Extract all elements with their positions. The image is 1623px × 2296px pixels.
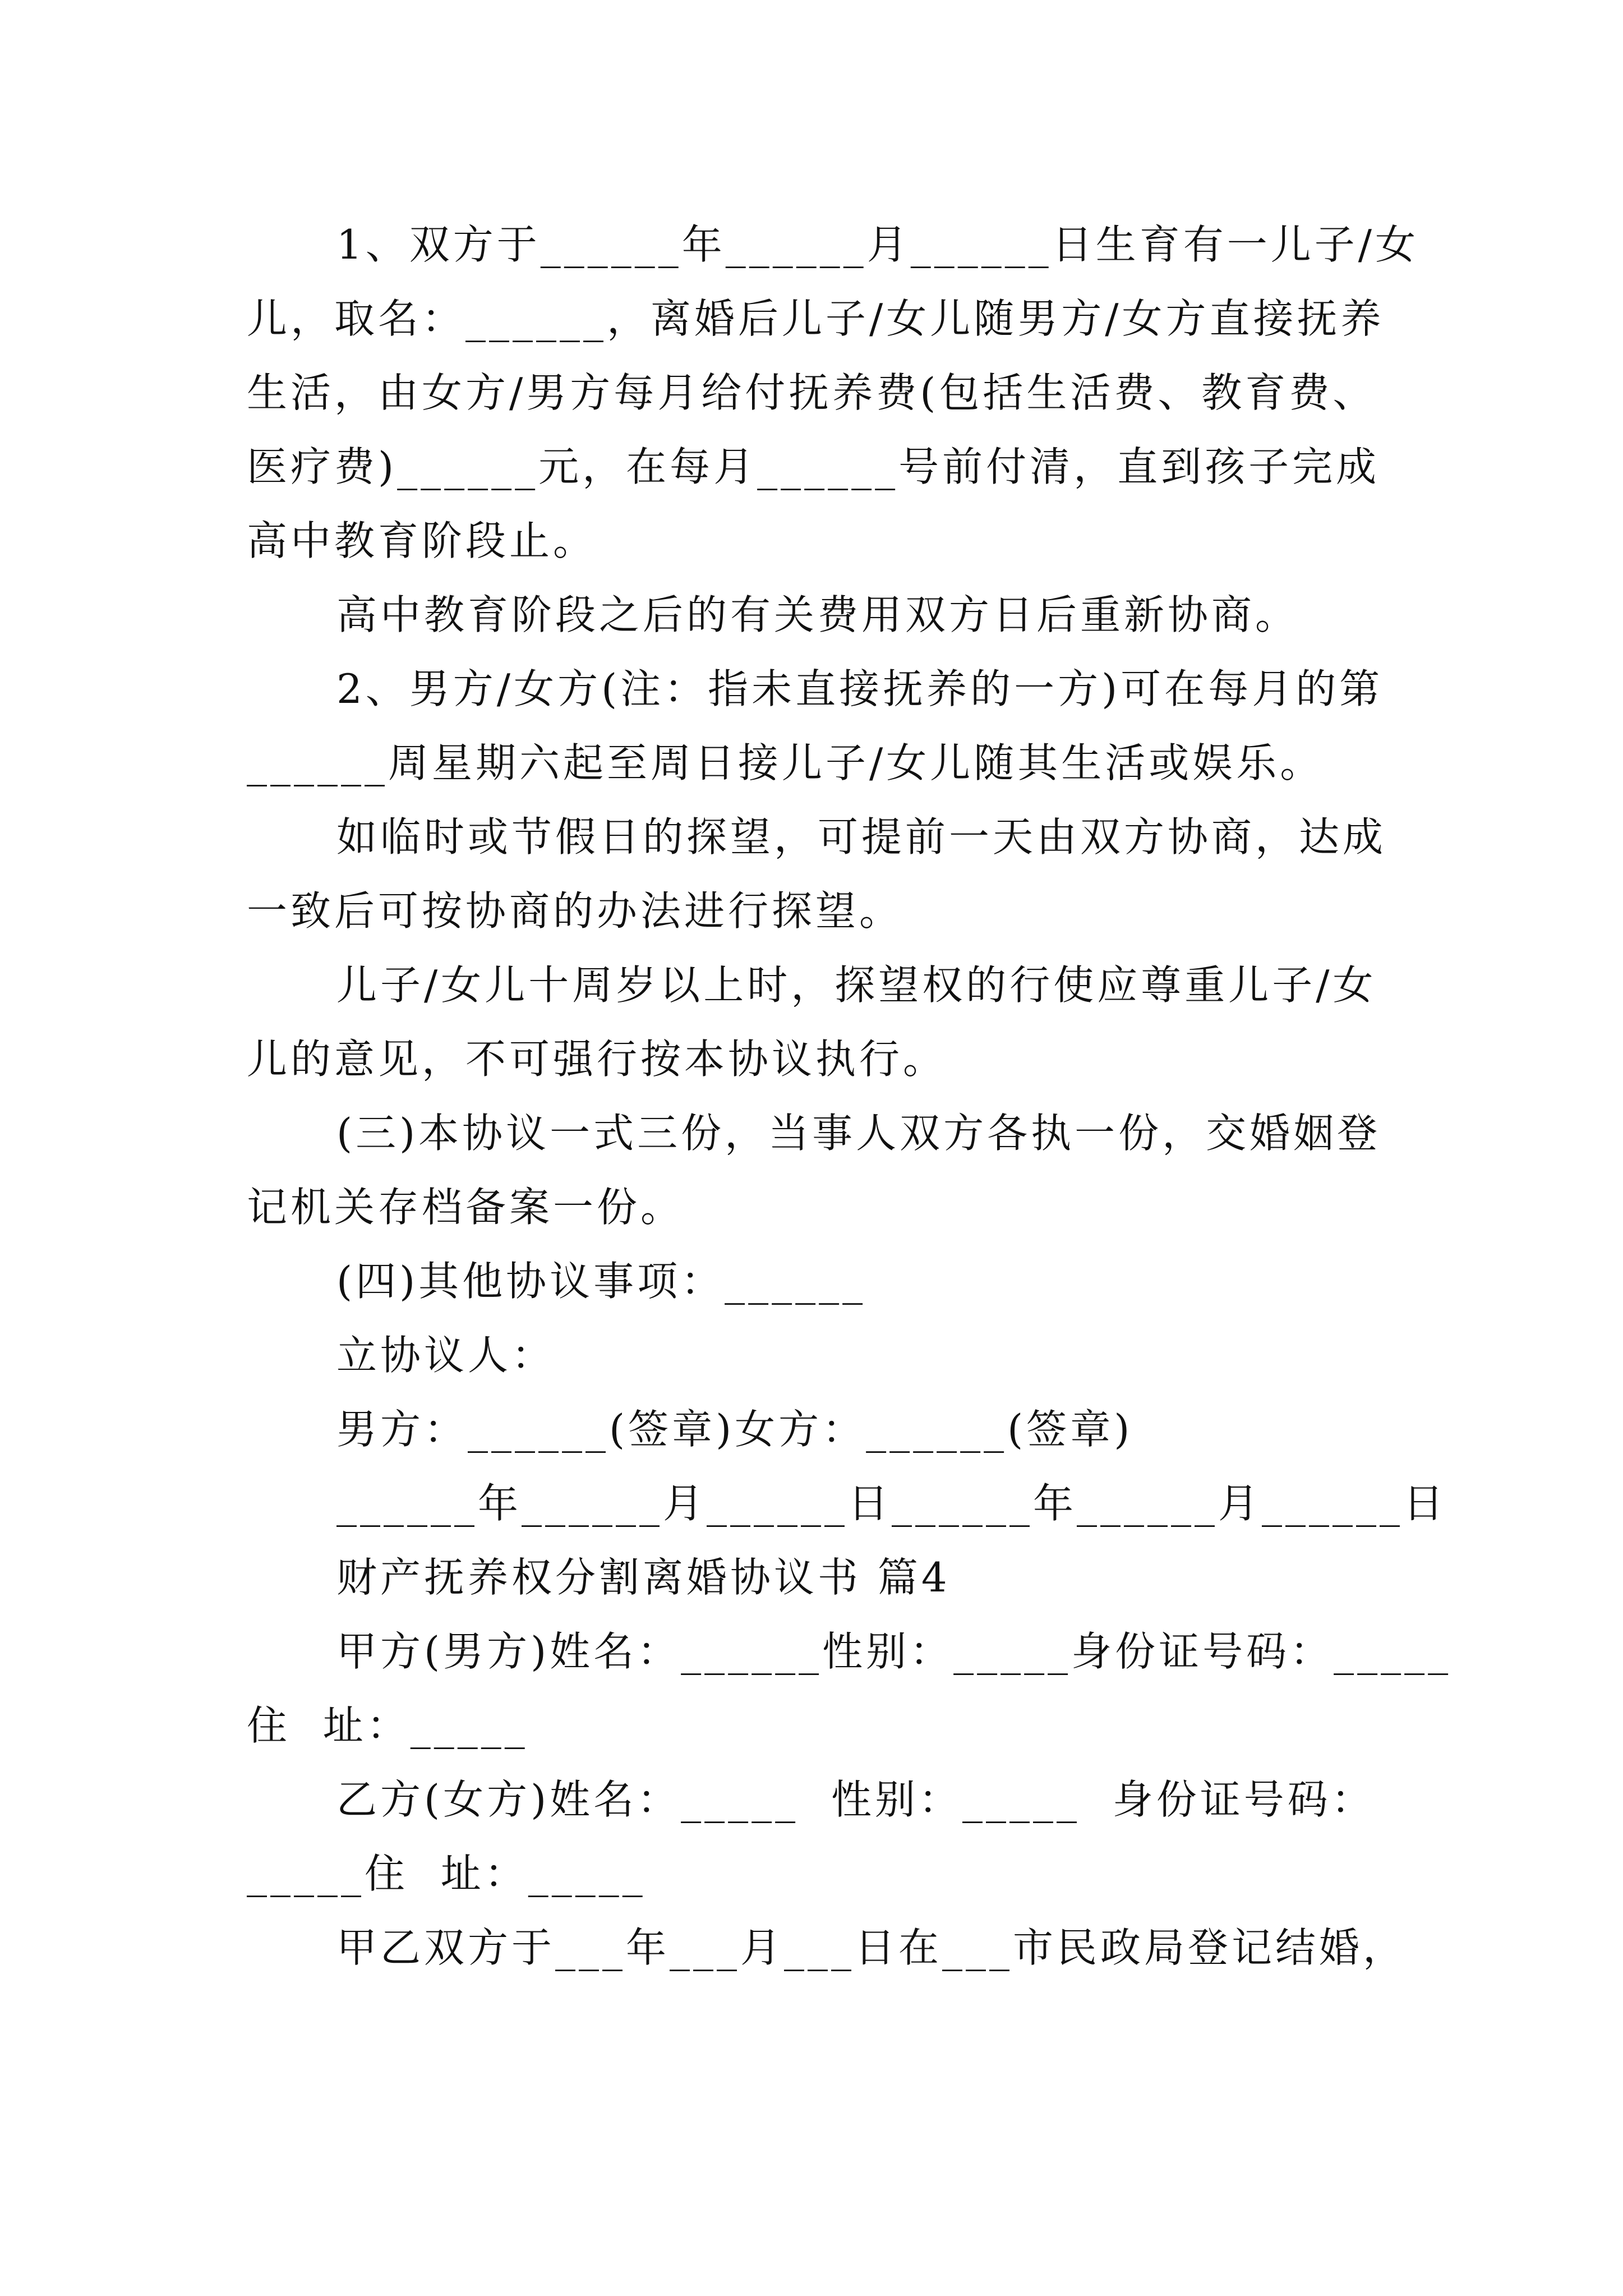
paragraph-line: 医疗费)______元，在每月______号前付清，直到孩子完成 (247, 443, 1380, 490)
paragraph-line: 儿子/女儿十周岁以上时，探望权的行使应尊重儿子/女 (336, 961, 1377, 1009)
section-heading: 财产抚养权分割离婚协议书 篇4 (336, 1554, 951, 1601)
paragraph-line: 如临时或节假日的探望，可提前一天由双方协商，达成 (336, 813, 1387, 861)
paragraph-line: (三)本协议一式三份，当事人双方各执一份，交婚姻登 (336, 1110, 1381, 1157)
party-a-line: 甲方(男方)姓名：______性别：_____身份证号码：_____ (336, 1628, 1452, 1675)
paragraph-line: 1、双方于______年______月______日生育有一儿子/女 (336, 221, 1419, 268)
paragraph-line: 记机关存档备案一份。 (247, 1184, 685, 1231)
paragraph-line: 高中教育阶段之后的有关费用双方日后重新协商。 (336, 591, 1299, 638)
paragraph-line: 甲乙双方于___年___月___日在___市民政局登记结婚， (336, 1924, 1407, 1971)
party-a-address: 住 址：_____ (247, 1702, 528, 1749)
paragraph-line: 立协议人： (336, 1332, 556, 1379)
paragraph-line: ______周星期六起至周日接儿子/女儿随其生活或娱乐。 (247, 739, 1324, 786)
date-line: ______年______月______日______年______月______日 (336, 1480, 1447, 1527)
paragraph-line: (四)其他协议事项：______ (336, 1258, 866, 1305)
party-b-address: _____住 址：_____ (247, 1850, 646, 1897)
paragraph-line: 高中教育阶段止。 (247, 517, 597, 564)
paragraph-line: 儿，取名：______，离婚后儿子/女儿随男方/女方直接抚养 (247, 295, 1385, 342)
paragraph-line: 生活，由女方/男方每月给付抚养费(包括生活费、教育费、 (247, 369, 1377, 416)
party-b-line: 乙方(女方)姓名：_____ 性别：_____ 身份证号码： (336, 1776, 1375, 1823)
paragraph-line: 儿的意见，不可强行按本协议执行。 (247, 1036, 947, 1083)
paragraph-line: 2、男方/女方(注：指未直接抚养的一方)可在每月的第 (336, 665, 1384, 712)
paragraph-line: 一致后可按协商的办法进行探望。 (247, 887, 903, 935)
signature-line: 男方：______(签章)女方：______(签章) (336, 1406, 1133, 1453)
